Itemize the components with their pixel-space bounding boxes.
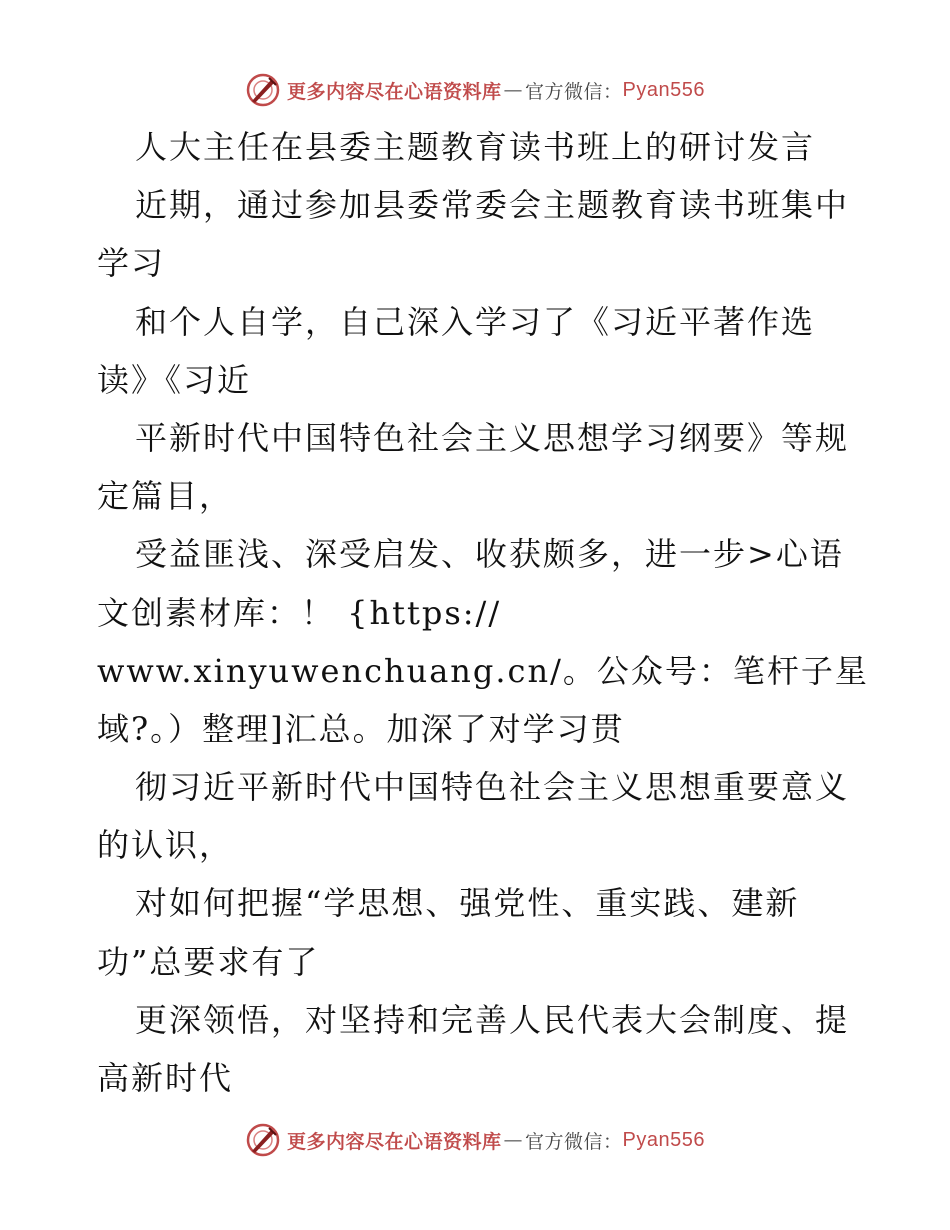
text-line: www.xinyuwenchuang.cn/。公众号：笔杆子星: [97, 651, 869, 690]
quill-pen-logo-icon: [245, 1122, 281, 1158]
text-line: 学习: [97, 244, 166, 283]
document-body: [97, 118, 867, 1107]
text-line: 域?。）整理]汇总。加深了对学习贯: [97, 709, 625, 748]
banner-wechat-label: 官方微信：: [525, 1130, 623, 1153]
text-line: 平新时代中国特色社会主义思想学习纲要》等规: [135, 418, 850, 457]
banner-promo-text: 更多内容尽在心语资料库: [287, 80, 502, 103]
text-line: 近期，通过参加县委常委会主题教育读书班集中: [135, 186, 850, 225]
text-line: 彻习近平新时代中国特色社会主义思想重要意义: [135, 768, 850, 807]
text-line: 定篇目，: [97, 477, 234, 516]
banner-dash: —: [503, 1129, 524, 1151]
text-line: 文创素材库：！ {https://: [97, 593, 502, 632]
text-line: 对如何把握“学思想、强党性、重实践、建新: [135, 884, 800, 923]
banner-promo-text: 更多内容尽在心语资料库: [287, 1130, 502, 1153]
text-line: 人大主任在县委主题教育读书班上的研讨发言: [135, 128, 816, 166]
banner-wechat-id: Pyan556: [622, 1128, 705, 1151]
footer-banner: [0, 1120, 950, 1160]
quill-pen-logo-icon: [245, 72, 281, 108]
text-line: 高新时代: [97, 1059, 234, 1097]
text-line: 的认识，: [97, 826, 234, 865]
text-line: 更深领悟，对坚持和完善人民代表大会制度、提: [135, 1000, 850, 1039]
text-line: 读》《习近: [97, 360, 252, 399]
text-line: 功”总要求有了: [97, 942, 320, 981]
banner-wechat-label: 官方微信：: [525, 80, 623, 103]
text-line: 受益匪浅、深受启发、收获颇多，进一步>心语: [135, 535, 844, 574]
text-line: 和个人自学，自己深入学习了《习近平著作选: [135, 302, 816, 341]
header-banner: [0, 70, 950, 110]
banner-wechat-id: Pyan556: [622, 78, 705, 101]
banner-dash: —: [503, 79, 524, 101]
